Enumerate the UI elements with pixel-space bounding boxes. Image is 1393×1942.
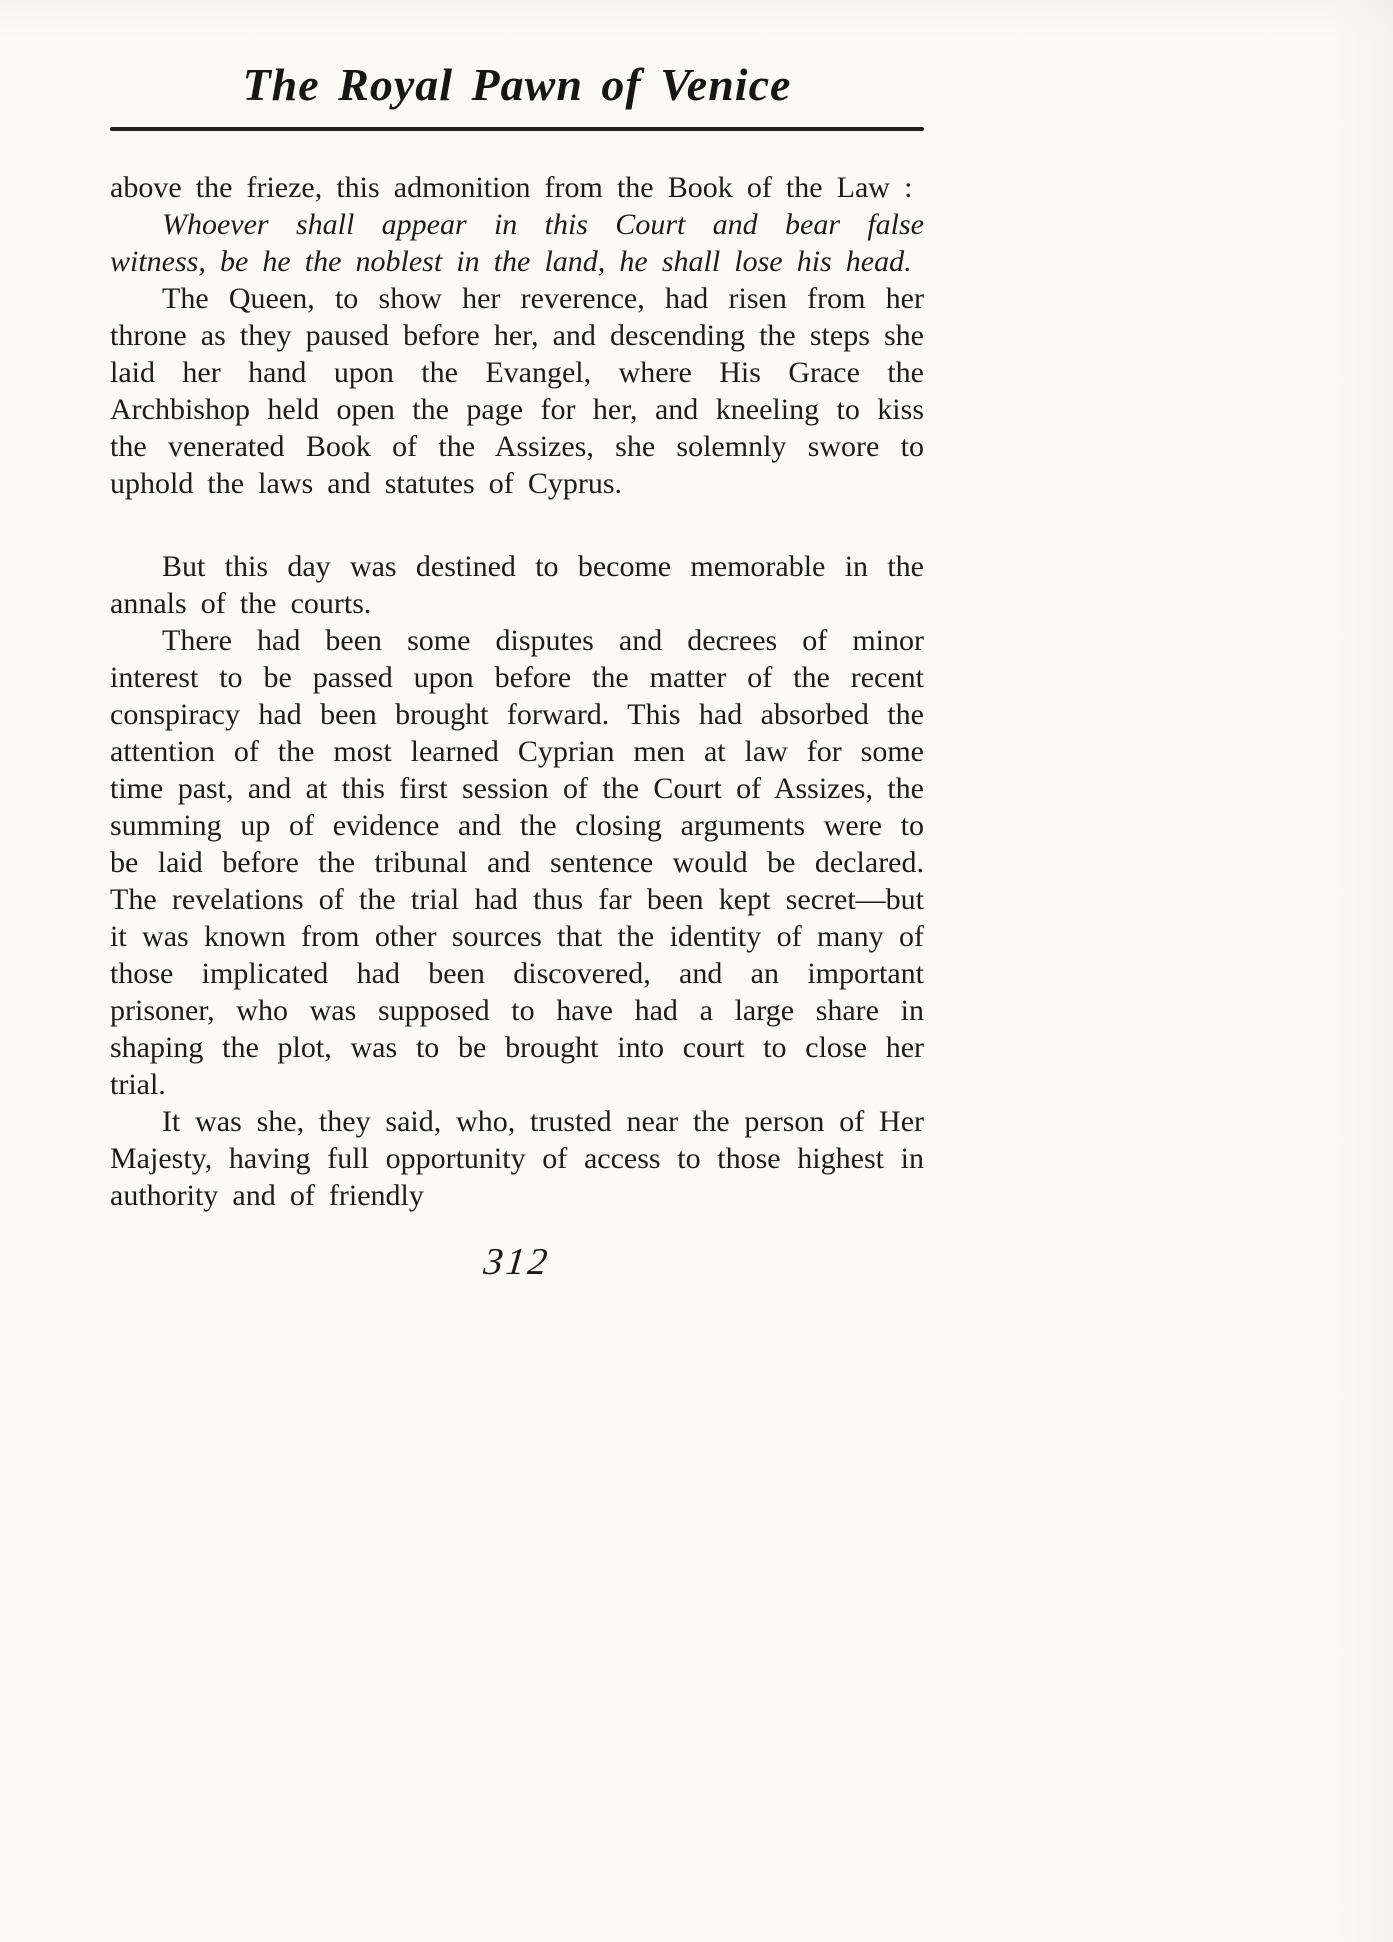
running-head — [110, 0, 924, 131]
page-body — [110, 169, 924, 1214]
page-footer — [110, 1240, 924, 1284]
book-page — [110, 0, 924, 1284]
page-title: The Royal Pawn of Venice — [242, 59, 792, 110]
paragraph: The Queen, to show her reverence, had risen from her throne as they paused before her, and descending the steps she laid her hand upon the Evangel, where His Grace the Archbishop held open the page for her, and kneeling to kiss the venerated Book of the Assizes, she solemnly swore to uphold the laws and statutes of Cyprus. — [110, 282, 924, 500]
paragraph-continuation: above the frieze, this admonition from the Book of the Law : — [110, 171, 913, 204]
paragraph-quote: Whoever shall appear in this Court and bear false witness, be he the noblest in the land, he shall lose his head. — [110, 208, 924, 278]
page-number: 312 — [481, 1241, 553, 1283]
paragraph: It was she, they said, who, trusted near the person of Her Majesty, having full opportunity of access to those highest in authority and of friendly — [110, 1105, 924, 1212]
paragraph: There had been some disputes and decrees of minor interest to be passed upon before the matter of the recent conspiracy had been brought forward. This had absorbed the attention of the most learned Cyprian men at law for some time past, and at this first session of the Court of Assizes, the summing up of evidence and the closing arguments were to be laid before the tribunal and sentence would be declared. The revelations of the trial had thus far been kept secret—but it was known from other sources that the identity of many of those implicated had been discovered, and an important prisoner, who was supposed to have had a large share in shaping the plot, was to be brought into court to close her trial. — [110, 624, 924, 1101]
title-rule — [110, 127, 924, 131]
paragraph: But this day was destined to become memorable in the annals of the courts. — [110, 550, 924, 620]
